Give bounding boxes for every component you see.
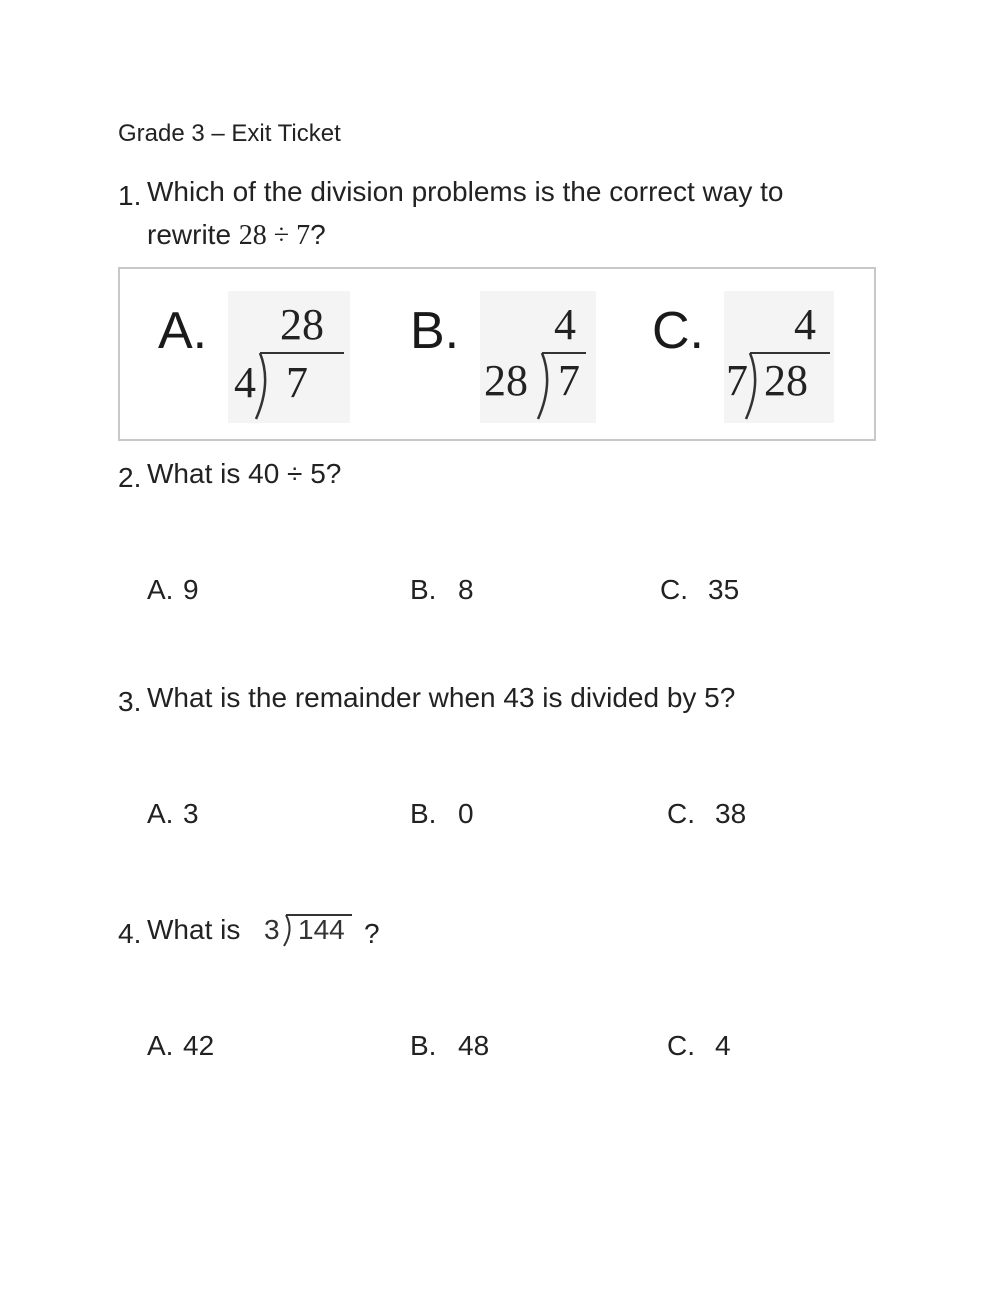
question-1-line-1: Which of the division problems is the correct way to bbox=[147, 176, 784, 207]
q3-option-c-value: 38 bbox=[715, 798, 747, 829]
q1-b-dividend: 7 bbox=[558, 356, 580, 405]
question-1-line-2 bbox=[147, 213, 907, 257]
q1-a-divisor: 4 bbox=[234, 358, 256, 407]
q4-option-b[interactable] bbox=[410, 1030, 489, 1062]
q3-option-c[interactable] bbox=[667, 798, 746, 830]
page-title: Grade 3 – Exit Ticket bbox=[118, 120, 341, 147]
question-1-line-2-prefix: rewrite bbox=[147, 219, 239, 250]
q2-option-b-value: 8 bbox=[458, 574, 474, 605]
q3-option-c-letter: C. bbox=[667, 798, 695, 829]
q2-option-b-letter: B. bbox=[410, 574, 437, 605]
question-1-line-2-suffix: ? bbox=[310, 219, 326, 250]
q3-option-a-value: 3 bbox=[183, 798, 199, 829]
q4-option-b-letter: B. bbox=[410, 1030, 437, 1061]
q2-option-c-value: 35 bbox=[708, 574, 740, 605]
q1-option-b-letter[interactable]: B. bbox=[410, 302, 460, 360]
question-4-number: 4. bbox=[118, 918, 142, 949]
question-1-text bbox=[147, 170, 907, 257]
question-3-text: What is the remainder when 43 is divided by 5? bbox=[147, 682, 736, 713]
question-3-number: 3. bbox=[118, 686, 142, 717]
question-2-text: What is 40 ÷ 5? bbox=[147, 458, 342, 489]
question-4-long-division bbox=[262, 910, 354, 950]
q1-option-a-division[interactable] bbox=[228, 291, 350, 423]
q1-a-dividend: 7 bbox=[286, 358, 308, 407]
q3-option-a-letter: A. bbox=[147, 798, 174, 829]
q3-option-a[interactable] bbox=[147, 798, 199, 830]
q4-option-c[interactable] bbox=[667, 1030, 731, 1062]
question-4-text-suffix: ? bbox=[364, 918, 380, 949]
q4-option-a-value: 42 bbox=[183, 1030, 215, 1061]
q2-option-a-letter: A. bbox=[147, 574, 174, 605]
q4-dividend: 144 bbox=[298, 914, 345, 945]
q4-option-a[interactable] bbox=[147, 1030, 214, 1062]
q1-a-quotient: 28 bbox=[280, 300, 324, 349]
q1-c-quotient: 4 bbox=[794, 300, 816, 349]
question-1-number: 1. bbox=[118, 180, 142, 211]
q3-option-b-letter: B. bbox=[410, 798, 437, 829]
q2-option-c[interactable] bbox=[660, 574, 739, 606]
q1-option-c-division[interactable] bbox=[724, 291, 834, 423]
question-4-text-prefix: What is bbox=[147, 914, 241, 945]
q1-b-divisor: 28 bbox=[484, 356, 528, 405]
q1-c-divisor: 7 bbox=[726, 356, 748, 405]
q4-option-b-value: 48 bbox=[458, 1030, 490, 1061]
q2-option-a-value: 9 bbox=[183, 574, 199, 605]
q3-option-b-value: 0 bbox=[458, 798, 474, 829]
q4-option-c-value: 4 bbox=[715, 1030, 731, 1061]
q2-option-b[interactable] bbox=[410, 574, 474, 606]
question-2-number: 2. bbox=[118, 462, 142, 493]
q3-option-b[interactable] bbox=[410, 798, 474, 830]
q1-option-b-division[interactable] bbox=[480, 291, 596, 423]
q1-option-a-letter[interactable]: A. bbox=[158, 302, 208, 360]
q2-option-c-letter: C. bbox=[660, 574, 688, 605]
q2-option-a[interactable] bbox=[147, 574, 199, 606]
q1-b-quotient: 4 bbox=[554, 300, 576, 349]
question-1-options-panel bbox=[118, 267, 876, 441]
q4-divisor: 3 bbox=[264, 914, 280, 945]
q4-option-c-letter: C. bbox=[667, 1030, 695, 1061]
q4-option-a-letter: A. bbox=[147, 1030, 174, 1061]
q1-c-dividend: 28 bbox=[764, 356, 808, 405]
q1-option-c-letter[interactable]: C. bbox=[652, 302, 704, 360]
question-1-math: 28 ÷ 7 bbox=[238, 220, 311, 251]
